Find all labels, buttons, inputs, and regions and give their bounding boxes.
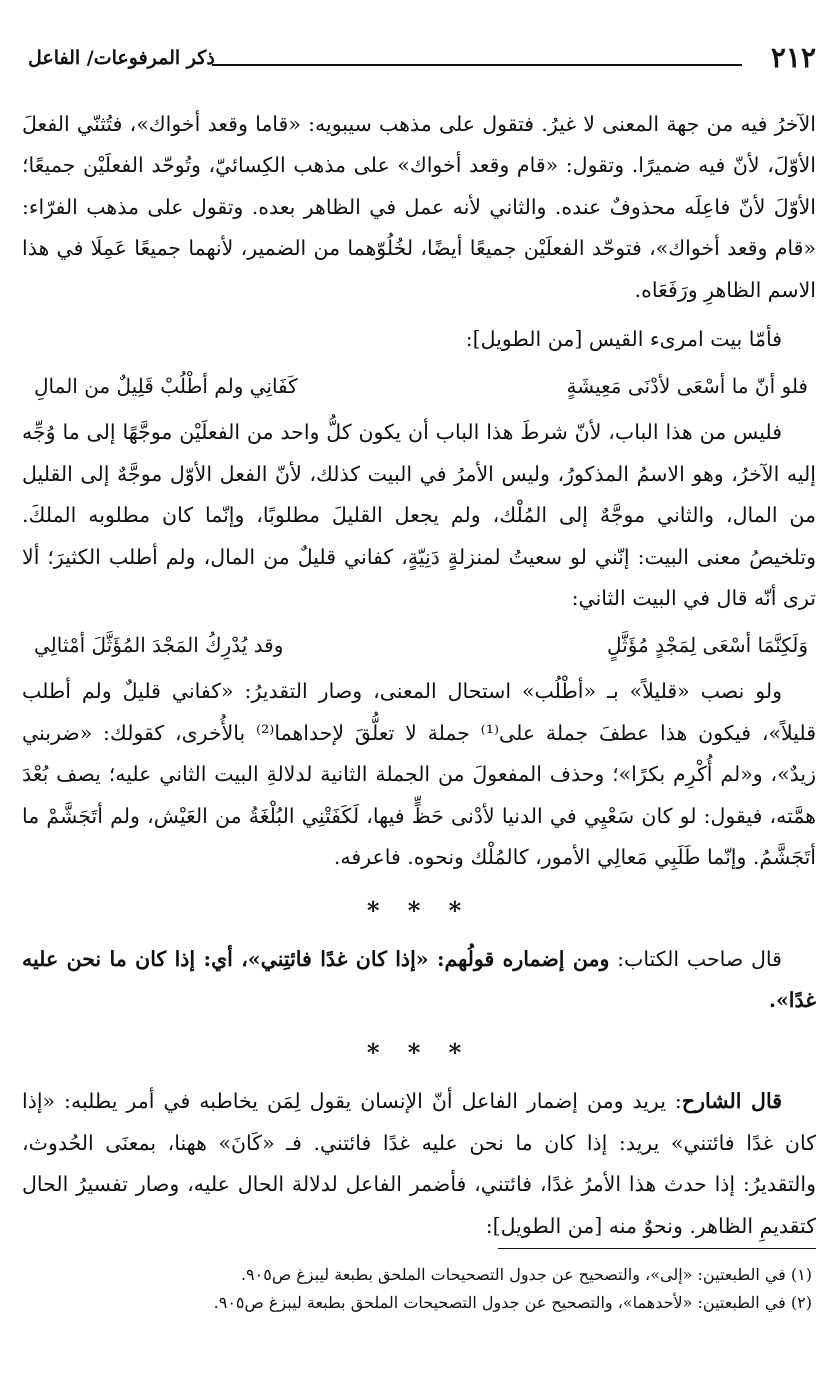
verse-hemistich-first: فلو أنّ ما أسْعَى لأدْنَى مَعِيشَةٍ — [566, 374, 808, 399]
chapter-title: ذكر المرفوعات/ الفاعل — [28, 47, 215, 69]
verse-hemistich-first: وَلَكِنَّمَا أسْعَى لِمَجْدٍ مُؤَثَّلٍ — [606, 633, 808, 658]
book-page — [22, 40, 816, 1360]
author-quote — [22, 939, 816, 1022]
verse-line — [22, 625, 816, 665]
footnotes — [22, 1248, 816, 1317]
verse-hemistich-second: وقد يُدْرِكُ المَجْدَ المُؤَثَّلَ أمْثالِي — [34, 633, 284, 658]
header-rule — [212, 64, 742, 66]
verse-line — [22, 366, 816, 406]
main-text — [22, 104, 816, 1247]
paragraph: ولو نصب «قليلاً» بـ «أطْلُب» استحال المعنى، وصار التقديرُ: «كفاني قليلٌ ولم أطلب قليلاً»، فيكون هذا عطفَ جملة على⁽¹⁾ جملة لا تعلُّقَ لإحداهما⁽²⁾ بالأُخرى، كقولك: «ضربني زيدٌ»، و«لم أُكْرِم بكرًا»؛ وحذف المفعولَ من الجملة الثانية لدلالةِ البيت الثاني عليه؛ يصف بُعْدَ همَّته، فيقول: لو كان سَعْيِي في الدنيا لأدْنى حَظٍّ فيها، لَكَفَتْنِي البُلْغَةُ من العَيْش، ولم أتَجَشَّمْ ما أتَجَشَّمُ. وإنّما طَلَبِي مَعالِي الأمور، كالمُلْك ونحوه. فاعرفه. — [22, 679, 816, 870]
page-number: ٢١٢ — [770, 41, 816, 74]
footnote-rule — [498, 1248, 816, 1249]
verse-hemistich-second: كَفَانِي ولم أطْلُبْ قَلِيلٌ من المالِ — [34, 374, 298, 399]
footnote: (١) في الطبعتين: «إلى»، والتصحيح عن جدول التصحيحات الملحق بطبعة ليبزغ ص٩٠٥. — [240, 1265, 812, 1284]
section-divider: * * * — [366, 1038, 472, 1068]
quote-intro: قال صاحب الكتاب: — [609, 946, 782, 971]
verse-intro: فأمّا بيت امرىء القيس [من الطويل]: — [465, 327, 782, 352]
running-header — [22, 40, 816, 80]
commentator-label: قال الشارح — [681, 1089, 783, 1114]
paragraph: الآخرُ فيه من جهة المعنى لا غيرُ. فتقول على مذهب سيبويه: «قاما وقعد أخواك»، فتُثنّي الفعلَ الأوّلَ، لأنّ فيه ضميرًا. وتقول: «قام وقعد أخواك» على مذهب الكِسائيّ، وتُوحّد الفعلَيْن جميعًا؛ الأوّلَ لأنّ فاعِلَه محذوفٌ عنده. والثاني لأنه عمل في الظاهر بعده. وتقول على مذهب الفرّاء: «قام وقعد أخواك»، فتوحّد الفعلَيْن جميعًا أيضًا، لخُلُوّهما من الضمير، لأنهما جميعًا عَمِلَا في هذا الاسم الظاهرِ ورَفَعَاه. — [22, 112, 816, 302]
section-divider: * * * — [366, 895, 472, 925]
commentary-paragraph — [22, 1081, 816, 1247]
quote-text: ومن إضماره قولُهم: «إذا كان غدًا فائتِني»، أي: إذا كان ما نحن عليه غدًا». — [22, 946, 816, 1012]
paragraph: فليس من هذا الباب، لأنّ شرطَ هذا الباب أن يكون كلُّ واحد من الفعلَيْن موجَّهًا إلى ما وُجِّه إليه الآخرُ، وهو الاسمُ المذكورُ، وليس الأمرُ في البيت كذلك، لأنّ الفعل الأوّل موجَّهٌ إلى القليل من المال، والثاني موجَّهٌ إلى المُلْك، ولم يجعل القليلَ مطلوبًا، وإنّما كان مطلوبه الملكَ. وتلخيصُ معنى البيت: إنّني لو سعيتُ لمنزلةٍ دَنِيّةٍ، كفاني قليلٌ من المال، ولم أطلب الكثيرَ؛ ألا ترى أنّه قال في البيت الثاني: — [22, 420, 816, 611]
commentary-text: : يريد ومن إضمار الفاعل أنّ الإنسان يقول لِمَن يخاطبه في أمر يطلبه: «إذا كان غدًا فائتني» يريد: إذا كان ما نحن عليه غدًا فائتني. فـ «كَانَ» ههنا، بمعنَى الحُدوث، والتقديرُ: إذا حدث هذا الأمرُ غدًا، فائتني، فأضمر الفاعل لدلالة الحال عليه، وصار تفسيرُ الحال كتقديمِ الظاهر. ونحوٌ منه [من الطويل]: — [22, 1089, 816, 1238]
footnote: (٢) في الطبعتين: «لأحدهما»، والتصحيح عن جدول التصحيحات الملحق بطبعة ليبزغ ص٩٠٥. — [213, 1293, 812, 1312]
